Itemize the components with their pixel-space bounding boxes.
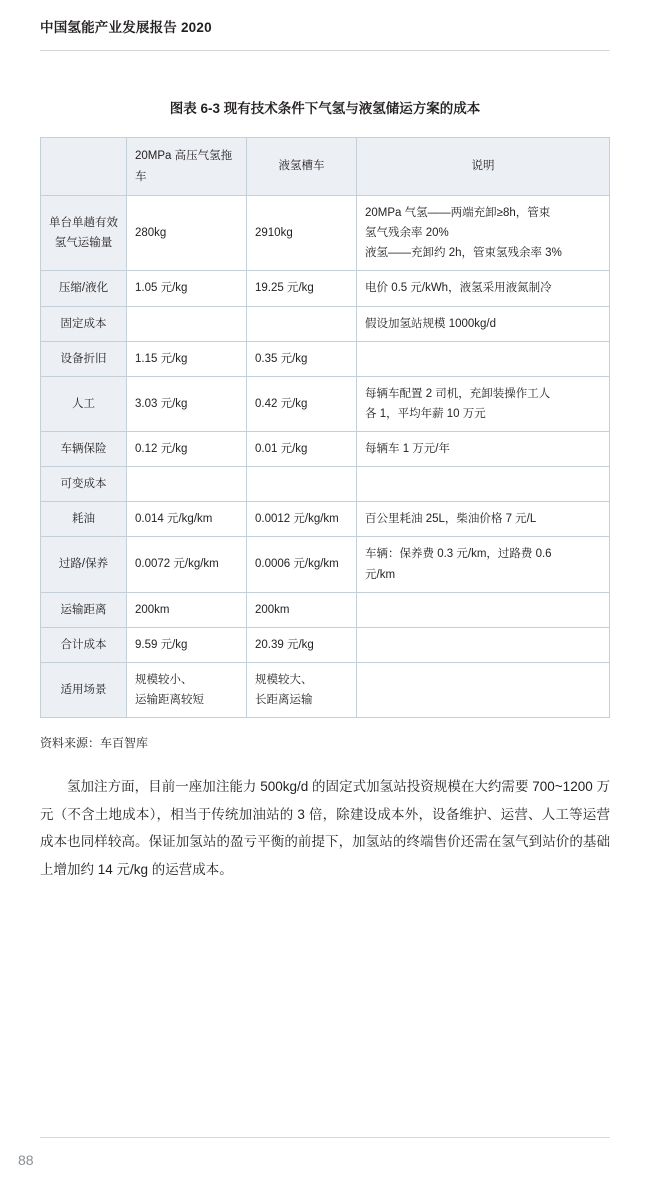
note-line: 车辆：保养费 0.3 元/km，过路费 0.6 xyxy=(365,548,552,561)
row-label: 可变成本 xyxy=(41,467,127,502)
body-paragraph: 氢加注方面，目前一座加注能力 500kg/d 的固定式加氢站投资规模在大约需要 700~1200 万元（不含土地成本），相当于传统加油站的 3 倍，除建设成本外，设备维护、运营、人工等运营成本也同样较高。保证加氢站的盈亏平衡的前提下，加氢站的终端售价还需在氢气到站价的基础上增加约 14 元/kg 的运营成本。 xyxy=(40,779,610,878)
row-note xyxy=(357,467,610,502)
row-label: 耗油 xyxy=(41,502,127,537)
note-line: 氢气残余率 20% xyxy=(365,227,449,240)
table-title: 图表 6-3 现有技术条件下气氢与液氢储运方案的成本 xyxy=(169,101,481,116)
value-line: 运输距离较短 xyxy=(135,694,204,706)
row-note xyxy=(357,196,610,271)
table-body xyxy=(41,196,610,718)
note-line: 20MPa 气氢——两端充卸≥8h，管束 xyxy=(365,207,551,219)
row-value-gas: 0.0072 元/kg/km xyxy=(127,537,247,592)
row-note xyxy=(357,592,610,627)
table-row xyxy=(41,502,610,537)
row-value-liquid: 0.35 元/kg xyxy=(247,341,357,376)
column-header-liquid-tanker: 液氢槽车 xyxy=(247,138,357,196)
column-header-gas-trailer: 20MPa 高压气氢拖车 xyxy=(127,138,247,196)
header-divider xyxy=(40,50,610,51)
row-value-gas: 200km xyxy=(127,592,247,627)
row-value-liquid: 0.01 元/kg xyxy=(247,432,357,467)
row-note xyxy=(357,341,610,376)
row-note xyxy=(357,627,610,662)
row-note xyxy=(357,376,610,431)
row-label: 压缩/液化 xyxy=(41,271,127,306)
column-header-blank xyxy=(41,138,127,196)
row-value-liquid: 2910kg xyxy=(247,196,357,271)
note-line: 元/km xyxy=(365,568,396,581)
row-value-gas xyxy=(127,306,247,341)
row-label: 适用场景 xyxy=(41,662,127,717)
row-value-gas: 0.12 元/kg xyxy=(127,432,247,467)
row-value-gas: 3.03 元/kg xyxy=(127,376,247,431)
table-row xyxy=(41,271,610,306)
table-source: 资料来源：车百智库 xyxy=(40,736,149,751)
cost-comparison-table xyxy=(40,137,610,718)
row-value-gas: 1.15 元/kg xyxy=(127,341,247,376)
column-header-notes: 说明 xyxy=(357,138,610,196)
row-note: 假设加氢站规模 1000kg/d xyxy=(357,306,610,341)
row-note xyxy=(357,662,610,717)
row-label: 运输距离 xyxy=(41,592,127,627)
table-row xyxy=(41,627,610,662)
row-label: 车辆保险 xyxy=(41,432,127,467)
row-label: 过路/保养 xyxy=(41,537,127,592)
value-line: 规模较大、 xyxy=(255,673,313,686)
row-value-liquid: 20.39 元/kg xyxy=(247,627,357,662)
row-value-gas xyxy=(127,467,247,502)
row-value-liquid xyxy=(247,306,357,341)
value-line: 规模较小、 xyxy=(135,673,193,686)
row-label: 设备折旧 xyxy=(41,341,127,376)
row-value-gas xyxy=(127,662,247,717)
table-header-row xyxy=(41,138,610,196)
row-label: 合计成本 xyxy=(41,627,127,662)
running-header: 中国氢能产业发展报告 2020 xyxy=(40,20,212,35)
footer-divider xyxy=(40,1137,610,1138)
row-note: 每辆车 1 万元/年 xyxy=(357,432,610,467)
row-value-liquid xyxy=(247,467,357,502)
row-value-gas: 0.014 元/kg/km xyxy=(127,502,247,537)
row-label: 人工 xyxy=(41,376,127,431)
row-value-gas: 280kg xyxy=(127,196,247,271)
row-value-liquid: 0.0006 元/kg/km xyxy=(247,537,357,592)
row-value-liquid: 200km xyxy=(247,592,357,627)
row-label: 单台单趟有效氢气运输量 xyxy=(41,196,127,271)
table-row xyxy=(41,467,610,502)
table-row xyxy=(41,196,610,271)
note-line: 每辆车配置 2 司机，充卸装操作工人 xyxy=(365,387,551,400)
table-row xyxy=(41,376,610,431)
table-row xyxy=(41,432,610,467)
row-value-liquid xyxy=(247,662,357,717)
table-row xyxy=(41,341,610,376)
row-value-liquid: 0.0012 元/kg/km xyxy=(247,502,357,537)
table-row xyxy=(41,306,610,341)
table-row xyxy=(41,662,610,717)
note-line: 各 1，平均年薪 10 万元 xyxy=(365,407,486,420)
table-row xyxy=(41,592,610,627)
value-line: 长距离运输 xyxy=(255,694,313,706)
row-value-liquid: 19.25 元/kg xyxy=(247,271,357,306)
row-note: 百公里耗油 25L，柴油价格 7 元/L xyxy=(357,502,610,537)
row-value-liquid: 0.42 元/kg xyxy=(247,376,357,431)
row-label: 固定成本 xyxy=(41,306,127,341)
table-row xyxy=(41,537,610,592)
row-note: 电价 0.5 元/kWh，液氢采用液氮制冷 xyxy=(357,271,610,306)
row-note xyxy=(357,537,610,592)
row-value-gas: 9.59 元/kg xyxy=(127,627,247,662)
page-number: 88 xyxy=(18,1152,34,1168)
note-line: 液氢——充卸约 2h，管束氢残余率 3% xyxy=(365,247,562,260)
row-value-gas: 1.05 元/kg xyxy=(127,271,247,306)
